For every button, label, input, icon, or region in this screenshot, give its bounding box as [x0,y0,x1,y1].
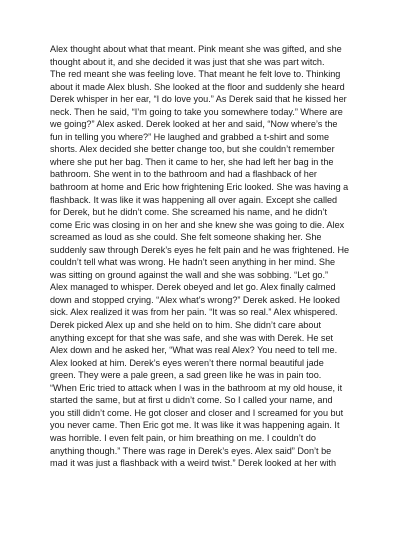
text-line: you still didn’t come. He got closer and closer and I screamed for you but [50,407,344,418]
text-line: neck. Then he said, “I’m going to take you somewhere today.” Where are [50,106,343,117]
text-line: we going?” Alex asked. Derek looked at her and said, “Now where’s the [50,119,338,130]
text-line: was sitting on ground against the wall and she was sobbing. “Let go.” [50,269,329,280]
text-line: Alex down and he asked her, “What was real Alex? You need to tell me. [50,345,338,356]
text-line: sick. Alex realized it was from her pain. “It was so real.” Alex whispered. [50,307,338,318]
body-text [50,43,390,470]
text-line: come Eric was closing in on her and she knew she was going to die. Alex [50,219,345,230]
text-line: down and stopped crying. “Alex what’s wrong?” Derek asked. He looked [50,294,340,305]
text-line: bathroom at home and Eric how frightening Eric looked. She was having a [50,182,349,193]
text-line: for Derek, but he didn’t come. She screamed his name, and he didn’t [50,207,328,218]
text-line: mad it was just a flashback with a weird twist.” Derek looked at her with [50,458,337,469]
text-line: started the same, but at first u didn’t come. So I called your name, and [50,395,333,406]
text-line: anything except for that she was safe, and she was with Derek. He set [50,332,334,343]
text-line: Alex thought about what that meant. Pink meant she was gifted, and she [50,44,342,54]
text-line: Alex managed to whisper. Derek obeyed and let go. Alex finally calmed [50,282,336,293]
text-line: anything though.” There was rage in Derek’s eyes. Alex said” Don’t be [50,445,332,456]
text-line: Alex looked at him. Derek’s eyes weren’t there normal beautiful jade [50,357,324,368]
text-line: “When Eric tried to attack when I was in the bathroom at my old house, it [50,382,343,393]
text-line: green. They were a pale green, a sad green like he was in pain too. [50,370,322,381]
text-line: shorts. Alex decided she better change too, but she couldn’t remember [50,144,335,155]
text-line: screamed as loud as she could. She felt someone shaking her. She [50,232,322,243]
text-line: The red meant she was feeling love. That meant he felt love to. Thinking [50,69,341,80]
text-line: Derek whisper in her ear, “I do love you.” As Derek said that he kissed her [50,94,347,105]
text-line: bathroom. She went in to the bathroom and had a flashback of her [50,169,317,180]
text-line: you never came. Then Eric got me. It was like it was happening again. It [50,420,340,431]
text-line: where she put her bag. Then it came to her, she had left her bag in the [50,156,334,167]
text-line: suddenly saw through Derek’s eyes he felt pain and he was frightened. He [50,244,350,255]
text-line: Derek picked Alex up and she held on to him. She didn’t care about [50,320,321,331]
text-line: was horrible. I even felt pain, or him breathing on me. I couldn’t do [50,432,316,443]
text-line: about it made Alex blush. She looked at the floor and suddenly she heard [50,81,345,92]
text-line: couldn’t tell what was wrong. He hadn’t seen anything in her mind. She [50,257,336,268]
text-line: fun in telling you where?” He laughed and grabbed a t-shirt and some [50,131,330,142]
text-line: flashback. It was like it was happening all over again. Except she called [50,194,338,205]
text-line: thought about it, and she decided it was just that she was part witch. [50,56,325,67]
